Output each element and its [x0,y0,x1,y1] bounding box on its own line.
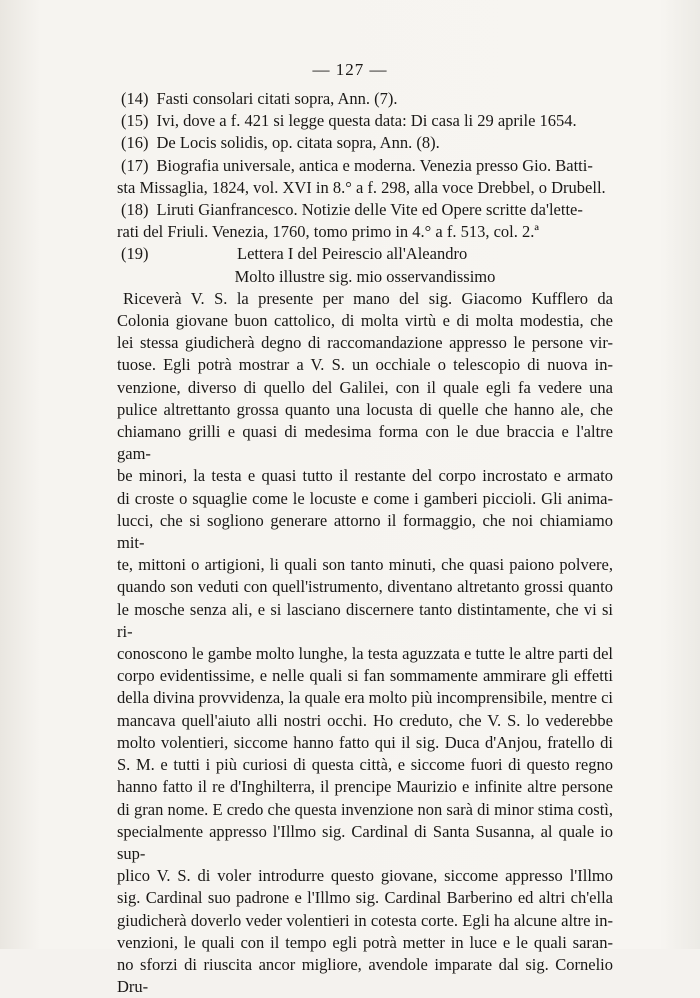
letter-line: le mosche senza ali, e si lasciano discernere tanto distintamente, che vi si ri- [117,599,613,641]
footnote-number: (15) [121,111,149,131]
letter-line: be minori, la testa e quasi tutto il restante del corpo incrostato e armato [117,466,613,486]
letter-line: specialmente appresso l'Illmo sig. Cardinal di Santa Susanna, al quale io sup- [117,821,613,863]
letter-body [117,288,613,998]
letter-line: di croste o squaglie come le locuste e come i gamberi piccioli. Gli anima- [117,488,613,508]
letter-line: plico V. S. di voler introdurre questo giovane, siccome appresso l'Illmo [117,866,613,886]
footnote-17-continuation: sta Missaglia, 1824, vol. XVI in 8.° a f. 298, alla voce Drebbel, o Drubell. [117,177,606,197]
letter-line: molto volentieri, siccome hanno fatto qui il sig. Duca d'Anjou, fratello di [117,732,613,752]
letter-line: tuose. Egli potrà mostrar a V. S. un occhiale o telescopio di nuova in- [117,355,613,375]
letter-salutation: Molto illustre sig. mio osservandissimo [234,266,496,286]
letter-line: chiamano grilli e quasi di medesima forma con le due braccia e l'altre gam- [117,422,613,464]
letter-line: quando son veduti con quell'istrumento, diventano altretanto grossi quanto [117,577,613,597]
footnote-text: Liruti Gianfrancesco. Notizie delle Vite ed Opere scritte da'lette- [156,200,583,220]
letter-line: hanno fatto il re d'Inghilterra, il prencipe Maurizio e infinite altre persone [117,777,613,797]
letter-heading: Lettera I del Peirescio all'Aleandro [237,244,468,264]
letter-line: lei stessa giudicherà degno di raccomandazione appresso le persone vir- [117,333,613,353]
footnote-text: Fasti consolari citati sopra, Ann. (7). [156,89,398,108]
footnote-19-heading [117,243,613,265]
letter-line: pulice altrettanto grossa quanto una locusta di quelle che hanno ale, che [117,399,613,419]
footnote-17 [117,155,613,177]
letter-line: venzione, diverso di quello del Galilei, con il quale egli fa vedere una [117,377,613,397]
footnote-14 [117,88,613,110]
footnote-number: (19) [121,244,149,264]
footnote-18-continuation: rati del Friuli. Venezia, 1760, tomo primo in 4.° a f. 513, col. 2.ª [117,222,539,242]
letter-line: te, mittoni o artigioni, li quali son tanto minuti, che quasi paiono polvere, [117,555,613,575]
letter-line: della divina provvidenza, la quale era molto più incomprensibile, mentre ci [117,688,613,708]
letter-line: corpo evidentissime, e nelle quali si fan sommamente ammirare gli effetti [117,666,613,686]
page-body [117,88,613,998]
footnote-text: De Locis solidis, op. citata sopra, Ann. (8). [156,133,440,153]
letter-line: giudicherà doverlo veder volentieri in cotesta corte. Egli ha alcune altre in- [117,910,613,930]
letter-line: no sforzi di riuscita ancor migliore, avendole imparate dal sig. Cornelio Dru- [117,954,613,997]
letter-line: Colonia giovane buon cattolico, di molta virtù e di molta modestia, che [117,311,613,331]
footnote-number: (16) [121,133,149,153]
letter-line: venzioni, le quali con il tempo egli potrà metter in luce e le quali saran- [117,932,613,952]
letter-line: sig. Cardinal suo padrone e l'Illmo sig. Cardinal Barberino ed altri ch'ella [117,888,613,908]
footnote-text: Biografia universale, antica e moderna. Venezia presso Gio. Batti- [156,155,593,175]
letter-line: lucci, che si sogliono generare attorno il formaggio, che noi chiamiamo mit- [117,510,613,553]
letter-line: Riceverà V. S. la presente per mano del sig. Giacomo Kufflero da [123,288,613,308]
footnote-18 [117,199,613,221]
page-number: — 127 — [312,60,388,79]
letter-line: di gran nome. E credo che questa invenzione non sarà di minor stima costì, [117,799,613,819]
footnote-16 [117,132,613,154]
footnote-number: (17) [121,155,149,175]
footnote-15 [117,110,613,132]
footnote-text: Ivi, dove a f. 421 si legge questa data: Di casa li 29 aprile 1654. [156,111,577,131]
footnote-number: (14) [121,89,149,108]
footnote-number: (18) [121,200,149,220]
letter-line: conoscono le gambe molto lunghe, la testa aguzzata e tutte le altre parti del [117,644,613,664]
letter-line: S. M. e tutti i più curiosi di questa città, e siccome fuori di questo regno [117,755,613,775]
letter-line: mancava quell'aiuto alli nostri occhi. Ho creduto, che V. S. lo vederebbe [117,710,613,730]
